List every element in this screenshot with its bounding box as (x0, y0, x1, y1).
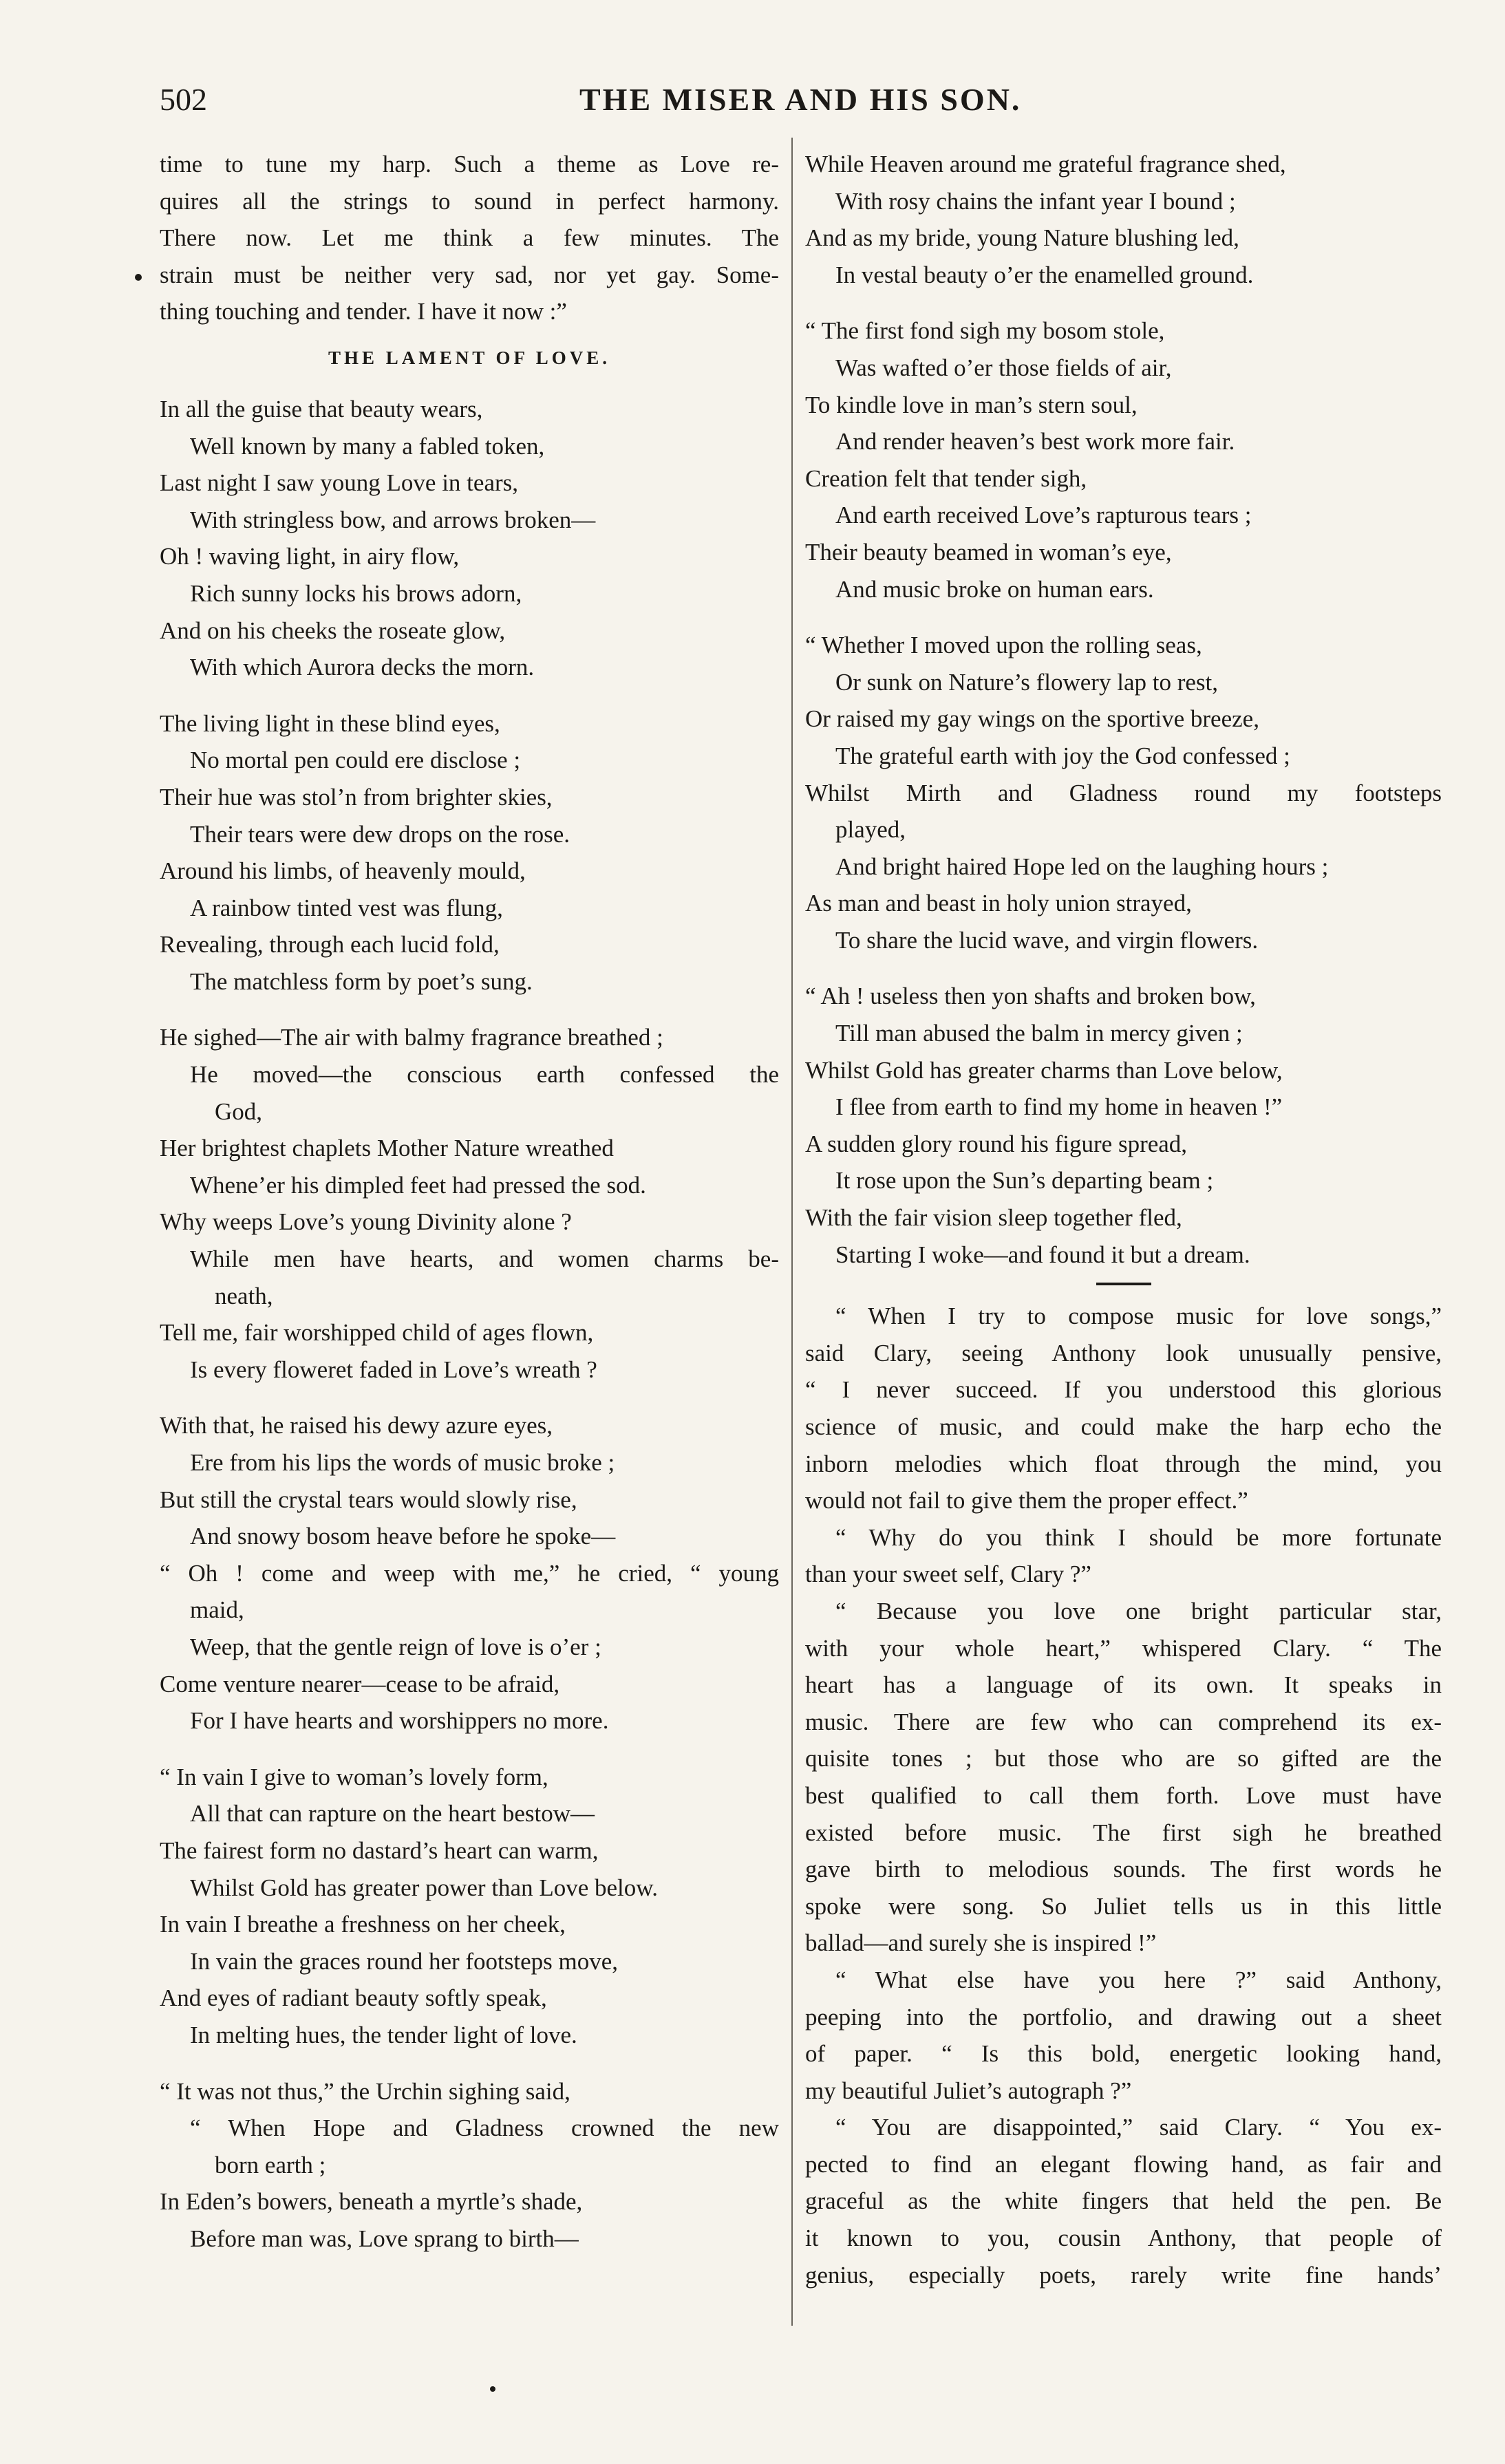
right-column (805, 146, 1442, 2293)
verse-line: The living light in these blind eyes, (160, 709, 500, 737)
verse-line: With the fair vision sleep together fled, (805, 1204, 1182, 1232)
verse-line: With stringless bow, and arrows broken— (190, 506, 596, 533)
verse-line: For I have hearts and worshippers no more. (190, 1707, 609, 1735)
stanza-1 (160, 391, 779, 686)
poem-title: THE LAMENT OF LOVE. (328, 347, 611, 368)
verse-line: Before man was, Love sprang to birth— (190, 2225, 579, 2252)
spacer (160, 2054, 779, 2073)
text-line: with your whole heart,” whispered Clary. “ The (805, 1634, 1442, 1662)
verse-line: Whilst Gold has greater power than Love below. (190, 1874, 659, 1901)
verse-line: Starting I woke—and found it but a dream. (835, 1241, 1250, 1268)
print-mark-dot (490, 2386, 495, 2392)
verse-line: And bright haired Hope led on the laughing hours ; (835, 853, 1329, 880)
verse-line: And as my bride, young Nature blushing led, (805, 224, 1239, 252)
spacer (805, 293, 1442, 312)
verse-line: Was wafted o’er those fields of air, (835, 354, 1172, 381)
text-line: There now. Let me think a few minutes. The (160, 224, 779, 252)
verse-line: born earth ; (215, 2151, 326, 2178)
spacer (805, 608, 1442, 627)
verse-line: Come venture nearer—cease to be afraid, (160, 1670, 560, 1697)
verse-line: Why weeps Love’s young Divinity alone ? (160, 1208, 572, 1236)
stanza-4 (160, 1407, 779, 1739)
verse-line: Weep, that the gentle reign of love is o’er ; (190, 1633, 601, 1660)
verse-line: “ In vain I give to woman’s lovely form, (160, 1763, 548, 1790)
verse-line: A rainbow tinted vest was flung, (190, 894, 503, 921)
verse-line: And snowy bosom heave before he spoke— (190, 1523, 616, 1550)
verse-line: Ere from his lips the words of music broke ; (190, 1449, 615, 1476)
text-line: strain must be neither very sad, nor yet gay. Some- (160, 261, 779, 288)
verse-line: And earth received Love’s rapturous tears ; (835, 502, 1252, 529)
verse-line: Or sunk on Nature’s flowery lap to rest, (835, 668, 1218, 696)
verse-line: neath, (215, 1282, 273, 1309)
verse-line: Is every floweret faded in Love’s wreath ? (190, 1356, 597, 1383)
verse-line: The grateful earth with joy the God confessed ; (835, 742, 1290, 769)
verse-line: Rich sunny locks his brows adorn, (190, 579, 522, 607)
verse-line: And on his cheeks the roseate glow, (160, 617, 506, 644)
verse-line: In all the guise that beauty wears, (160, 395, 483, 422)
stanza-6 (160, 2073, 779, 2258)
verse-line: “ Oh ! come and weep with me,” he cried, “ young (160, 1559, 779, 1587)
verse-line: Whilst Mirth and Gladness round my footsteps (805, 779, 1442, 806)
print-mark-dot (135, 274, 142, 281)
verse-line: played, (835, 816, 906, 844)
verse-line: “ Whether I moved upon the rolling seas, (805, 632, 1202, 659)
page-number: 502 (160, 82, 207, 117)
stanza-5 (160, 1759, 779, 2054)
verse-line: “ When Hope and Gladness crowned the new (190, 2114, 779, 2142)
text-line: science of music, and could make the harp echo the (805, 1413, 1442, 1440)
verse-line: Whilst Gold has greater charms than Love below, (805, 1056, 1283, 1084)
text-line: my beautiful Juliet’s autograph ?” (805, 2077, 1132, 2104)
text-line: said Clary, seeing Anthony look unusually pensive, (805, 1339, 1442, 1367)
text-line: inborn melodies which float through the mind, you (805, 1450, 1442, 1477)
text-line: existed before music. The first sigh he breathed (805, 1819, 1442, 1846)
verse-line: And eyes of radiant beauty softly speak, (160, 1984, 547, 2012)
verse-line: As man and beast in holy union strayed, (805, 890, 1192, 917)
verse-line: “ The first fond sigh my bosom stole, (805, 317, 1165, 345)
verse-line: It rose upon the Sun’s departing beam ; (835, 1167, 1214, 1194)
text-line: “ When I try to compose music for love songs,” (835, 1303, 1442, 1330)
verse-line: In vain the graces round her footsteps move, (190, 1947, 619, 1975)
verse-line: The matchless form by poet’s sung. (190, 967, 533, 995)
text-line: heart has a language of its own. It speaks in (805, 1671, 1442, 1699)
verse-line: Tell me, fair worshipped child of ages flown, (160, 1319, 594, 1347)
verse-line: No mortal pen could ere disclose ; (190, 747, 521, 774)
spacer (160, 686, 779, 705)
spacer (160, 1739, 779, 1759)
text-line: it known to you, cousin Anthony, that people of (805, 2225, 1442, 2252)
verse-line: “ Ah ! useless then yon shafts and broken bow, (805, 983, 1256, 1010)
stanza-3 (160, 1019, 779, 1388)
verse-line: In vestal beauty o’er the enamelled ground. (835, 261, 1254, 288)
verse-line: The fairest form no dastard’s heart can warm, (160, 1836, 599, 1864)
verse-line: With that, he raised his dewy azure eyes, (160, 1412, 553, 1439)
verse-line: Or raised my gay wings on the sportive breeze, (805, 705, 1259, 733)
stanza-7 (805, 146, 1442, 293)
verse-line: All that can rapture on the heart bestow— (190, 1800, 595, 1828)
text-line: pected to find an elegant flowing hand, as fair and (805, 2150, 1442, 2178)
text-line: “ Why do you think I should be more fortunate (835, 1523, 1442, 1551)
prose-section (805, 1298, 1442, 2293)
text-line: music. There are few who can comprehend its ex- (805, 1708, 1442, 1735)
verse-line: He sighed—The air with balmy fragrance breathed ; (160, 1024, 663, 1051)
text-line: of paper. “ Is this bold, energetic looking hand, (805, 2040, 1442, 2068)
spacer (805, 958, 1442, 978)
verse-line: And render heaven’s best work more fair. (835, 428, 1235, 456)
text-line: “ What else have you here ?” said Anthony, (835, 1966, 1442, 1993)
text-line: best qualified to call them forth. Love must have (805, 1781, 1442, 1809)
verse-line: “ It was not thus,” the Urchin sighing said, (160, 2077, 570, 2105)
text-line: graceful as the white fingers that held the pen. Be (805, 2187, 1442, 2215)
verse-line: To kindle love in man’s stern soul, (805, 391, 1138, 418)
text-line: than your sweet self, Clary ?” (805, 1561, 1091, 1588)
text-line: quisite tones ; but those who are so gifted are the (805, 1745, 1442, 1772)
verse-line: Creation felt that tender sigh, (805, 464, 1087, 492)
verse-line: But still the crystal tears would slowly rise, (160, 1486, 577, 1513)
verse-line: maid, (190, 1596, 244, 1624)
verse-line: In melting hues, the tender light of love. (190, 2021, 577, 2048)
spacer (160, 1000, 779, 1019)
verse-line: While men have hearts, and women charms be- (190, 1245, 779, 1273)
verse-line: Their hue was stol’n from brighter skies, (160, 783, 553, 811)
text-line: peeping into the portfolio, and drawing out a sheet (805, 2003, 1442, 2031)
text-line: quires all the strings to sound in perfect harmony. (160, 187, 779, 215)
verse-line: He moved—the conscious earth confessed the (190, 1061, 779, 1089)
stanza-8 (805, 312, 1442, 608)
verse-line: Around his limbs, of heavenly mould, (160, 857, 526, 885)
verse-line: To share the lucid wave, and virgin flowers. (835, 926, 1259, 954)
verse-line: I flee from earth to find my home in heaven !” (835, 1093, 1283, 1121)
section-rule (1096, 1283, 1151, 1285)
stanza-2 (160, 705, 779, 1000)
verse-line: In Eden’s bowers, beneath a myrtle’s shade, (160, 2188, 583, 2216)
text-line: ballad—and surely she is inspired !” (805, 1929, 1157, 1957)
page-header (160, 81, 1330, 122)
verse-line: God, (215, 1097, 263, 1125)
running-title: THE MISER AND HIS SON. (579, 82, 1022, 117)
text-line: “ Because you love one bright particular star, (835, 1597, 1442, 1625)
stanza-9 (805, 627, 1442, 958)
verse-line: A sudden glory round his figure spread, (805, 1130, 1188, 1157)
stanza-10 (805, 978, 1442, 1273)
spacer (160, 372, 779, 391)
text-line: “ I never succeed. If you understood this glorious (805, 1376, 1442, 1404)
verse-line: And music broke on human ears. (835, 575, 1154, 603)
verse-line: With rosy chains the infant year I bound ; (835, 187, 1236, 215)
text-line: genius, especially poets, rarely write fine hands’ (805, 2261, 1442, 2289)
text-line: gave birth to melodious sounds. The first words he (805, 1856, 1442, 1883)
verse-line: Their beauty beamed in woman’s eye, (805, 538, 1172, 566)
intro-paragraph (160, 146, 779, 330)
verse-line: Revealing, through each lucid fold, (160, 931, 500, 958)
text-line: spoke were song. So Juliet tells us in this little (805, 1892, 1442, 1920)
left-column (160, 146, 779, 2257)
text-line: thing touching and tender. I have it now :” (160, 298, 567, 325)
verse-line: In vain I breathe a freshness on her cheek, (160, 1911, 566, 1938)
column-divider (791, 138, 793, 2326)
verse-line: Their tears were dew drops on the rose. (190, 820, 570, 848)
verse-line: Till man abused the balm in mercy given ; (835, 1020, 1243, 1047)
verse-line: With which Aurora decks the morn. (190, 654, 535, 681)
verse-line: Whene’er his dimpled feet had pressed the sod. (190, 1171, 646, 1199)
verse-line: Oh ! waving light, in airy flow, (160, 543, 460, 570)
text-line: “ You are disappointed,” said Clary. “ You ex- (835, 2114, 1442, 2141)
verse-line: While Heaven around me grateful fragrance shed, (805, 151, 1286, 178)
verse-line: Last night I saw young Love in tears, (160, 469, 519, 497)
verse-line: Her brightest chaplets Mother Nature wreathed (160, 1135, 614, 1162)
text-line: time to tune my harp. Such a theme as Love re- (160, 151, 779, 178)
verse-line: Well known by many a fabled token, (190, 432, 545, 460)
text-line: would not fail to give them the proper effect.” (805, 1487, 1248, 1514)
spacer (160, 1388, 779, 1407)
